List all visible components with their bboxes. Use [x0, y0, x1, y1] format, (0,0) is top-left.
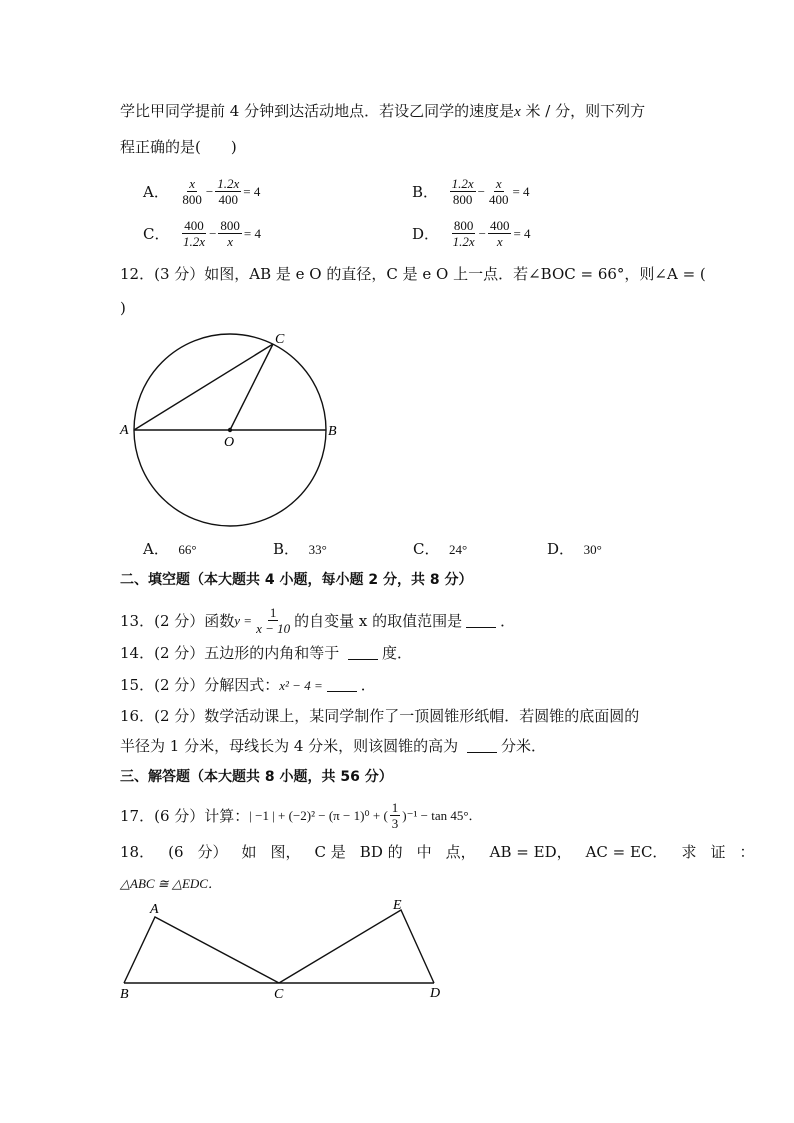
section-3-heading: 三、解答题（本大题共 8 小题，共 56 分）	[120, 769, 393, 785]
label-d: D	[430, 986, 441, 1001]
q18-line1: 18． (6 分） 如 图， C 是 BD 的 中 点， AB = ED， AC = EC． 求 证 ：	[120, 843, 755, 861]
q14: 14．(2 分）五边形的内角和等于 度．	[120, 644, 413, 662]
center-point-o	[228, 428, 232, 432]
q11-line1: 学比甲同学提前 4 分钟到达活动地点．若设乙同学的速度是x 米 / 分，则下列方	[120, 102, 646, 120]
q12-stem-cont: )	[120, 299, 126, 317]
label-c: C	[274, 987, 284, 1002]
triangle-edc	[279, 910, 434, 983]
q11-option-a[interactable]: A． $\frac{x}{800}$ − $\frac{1.2x}{400}$ = 4	[143, 176, 261, 207]
q13-answer-blank[interactable]	[466, 613, 496, 628]
q12-option-b[interactable]: B． 33°	[273, 540, 327, 558]
q11-option-b[interactable]: B． $\frac{1.2x}{800}$ − $\frac{x}{400}$ = 4	[412, 176, 530, 207]
label-e: E	[393, 898, 402, 913]
q17: 17．(6 分）计算： | −1 | + (−2)² − (π − 1)⁰ + ( $\frac{1}{3}$ )⁻¹ − tan 45°．	[120, 800, 482, 831]
label-c: C	[275, 332, 285, 347]
q11-option-c[interactable]: C． $\frac{400}{1.2x}$ − $\frac{800}{x}$ = 4	[143, 218, 261, 249]
q15: 15．(2 分）分解因式：x² − 4 = ．	[120, 676, 376, 694]
q16-line2: 半径为 1 分米，母线长为 4 分米，则该圆锥的高为 分米．	[120, 737, 546, 755]
q16-answer-blank[interactable]	[467, 738, 497, 753]
q14-answer-blank[interactable]	[348, 645, 378, 660]
q12-option-c[interactable]: C． 24°	[413, 540, 468, 558]
label-o: O	[224, 435, 235, 450]
label-a: A	[150, 902, 159, 917]
label-b: B	[328, 424, 337, 439]
triangle-abc	[124, 917, 279, 983]
q12-option-d[interactable]: D． 30°	[547, 540, 602, 558]
q12-stem: 12．(3 分）如图，AB 是 e O 的直径，C 是 e O 上一点．若∠BOC = 66°，则∠A = (	[120, 265, 706, 283]
section-2-heading: 二、填空题（本大题共 4 小题，每小题 2 分，共 8 分）	[120, 572, 473, 588]
q15-answer-blank[interactable]	[327, 677, 357, 692]
q12-circle-figure	[110, 325, 350, 540]
q12-option-a[interactable]: A． 66°	[143, 540, 197, 558]
q18-line2: △ABC ≅ △EDC．	[120, 876, 221, 891]
q11-option-d[interactable]: D． $\frac{800}{1.2x}$ − $\frac{400}{x}$ = 4	[412, 218, 531, 249]
q11-line2: 程正确的是( )	[120, 138, 237, 156]
q13: 13．(2 分）函数 y = $\frac{1}{x - 10}$ 的自变量 x 的取值范围是 ．	[120, 605, 516, 636]
q16-line1: 16．(2 分）数学活动课上，某同学制作了一顶圆锥形纸帽．若圆锥的底面圆的	[120, 707, 640, 725]
label-a: A	[120, 423, 129, 438]
label-b: B	[120, 987, 129, 1002]
q18-triangles-figure	[112, 895, 452, 1005]
